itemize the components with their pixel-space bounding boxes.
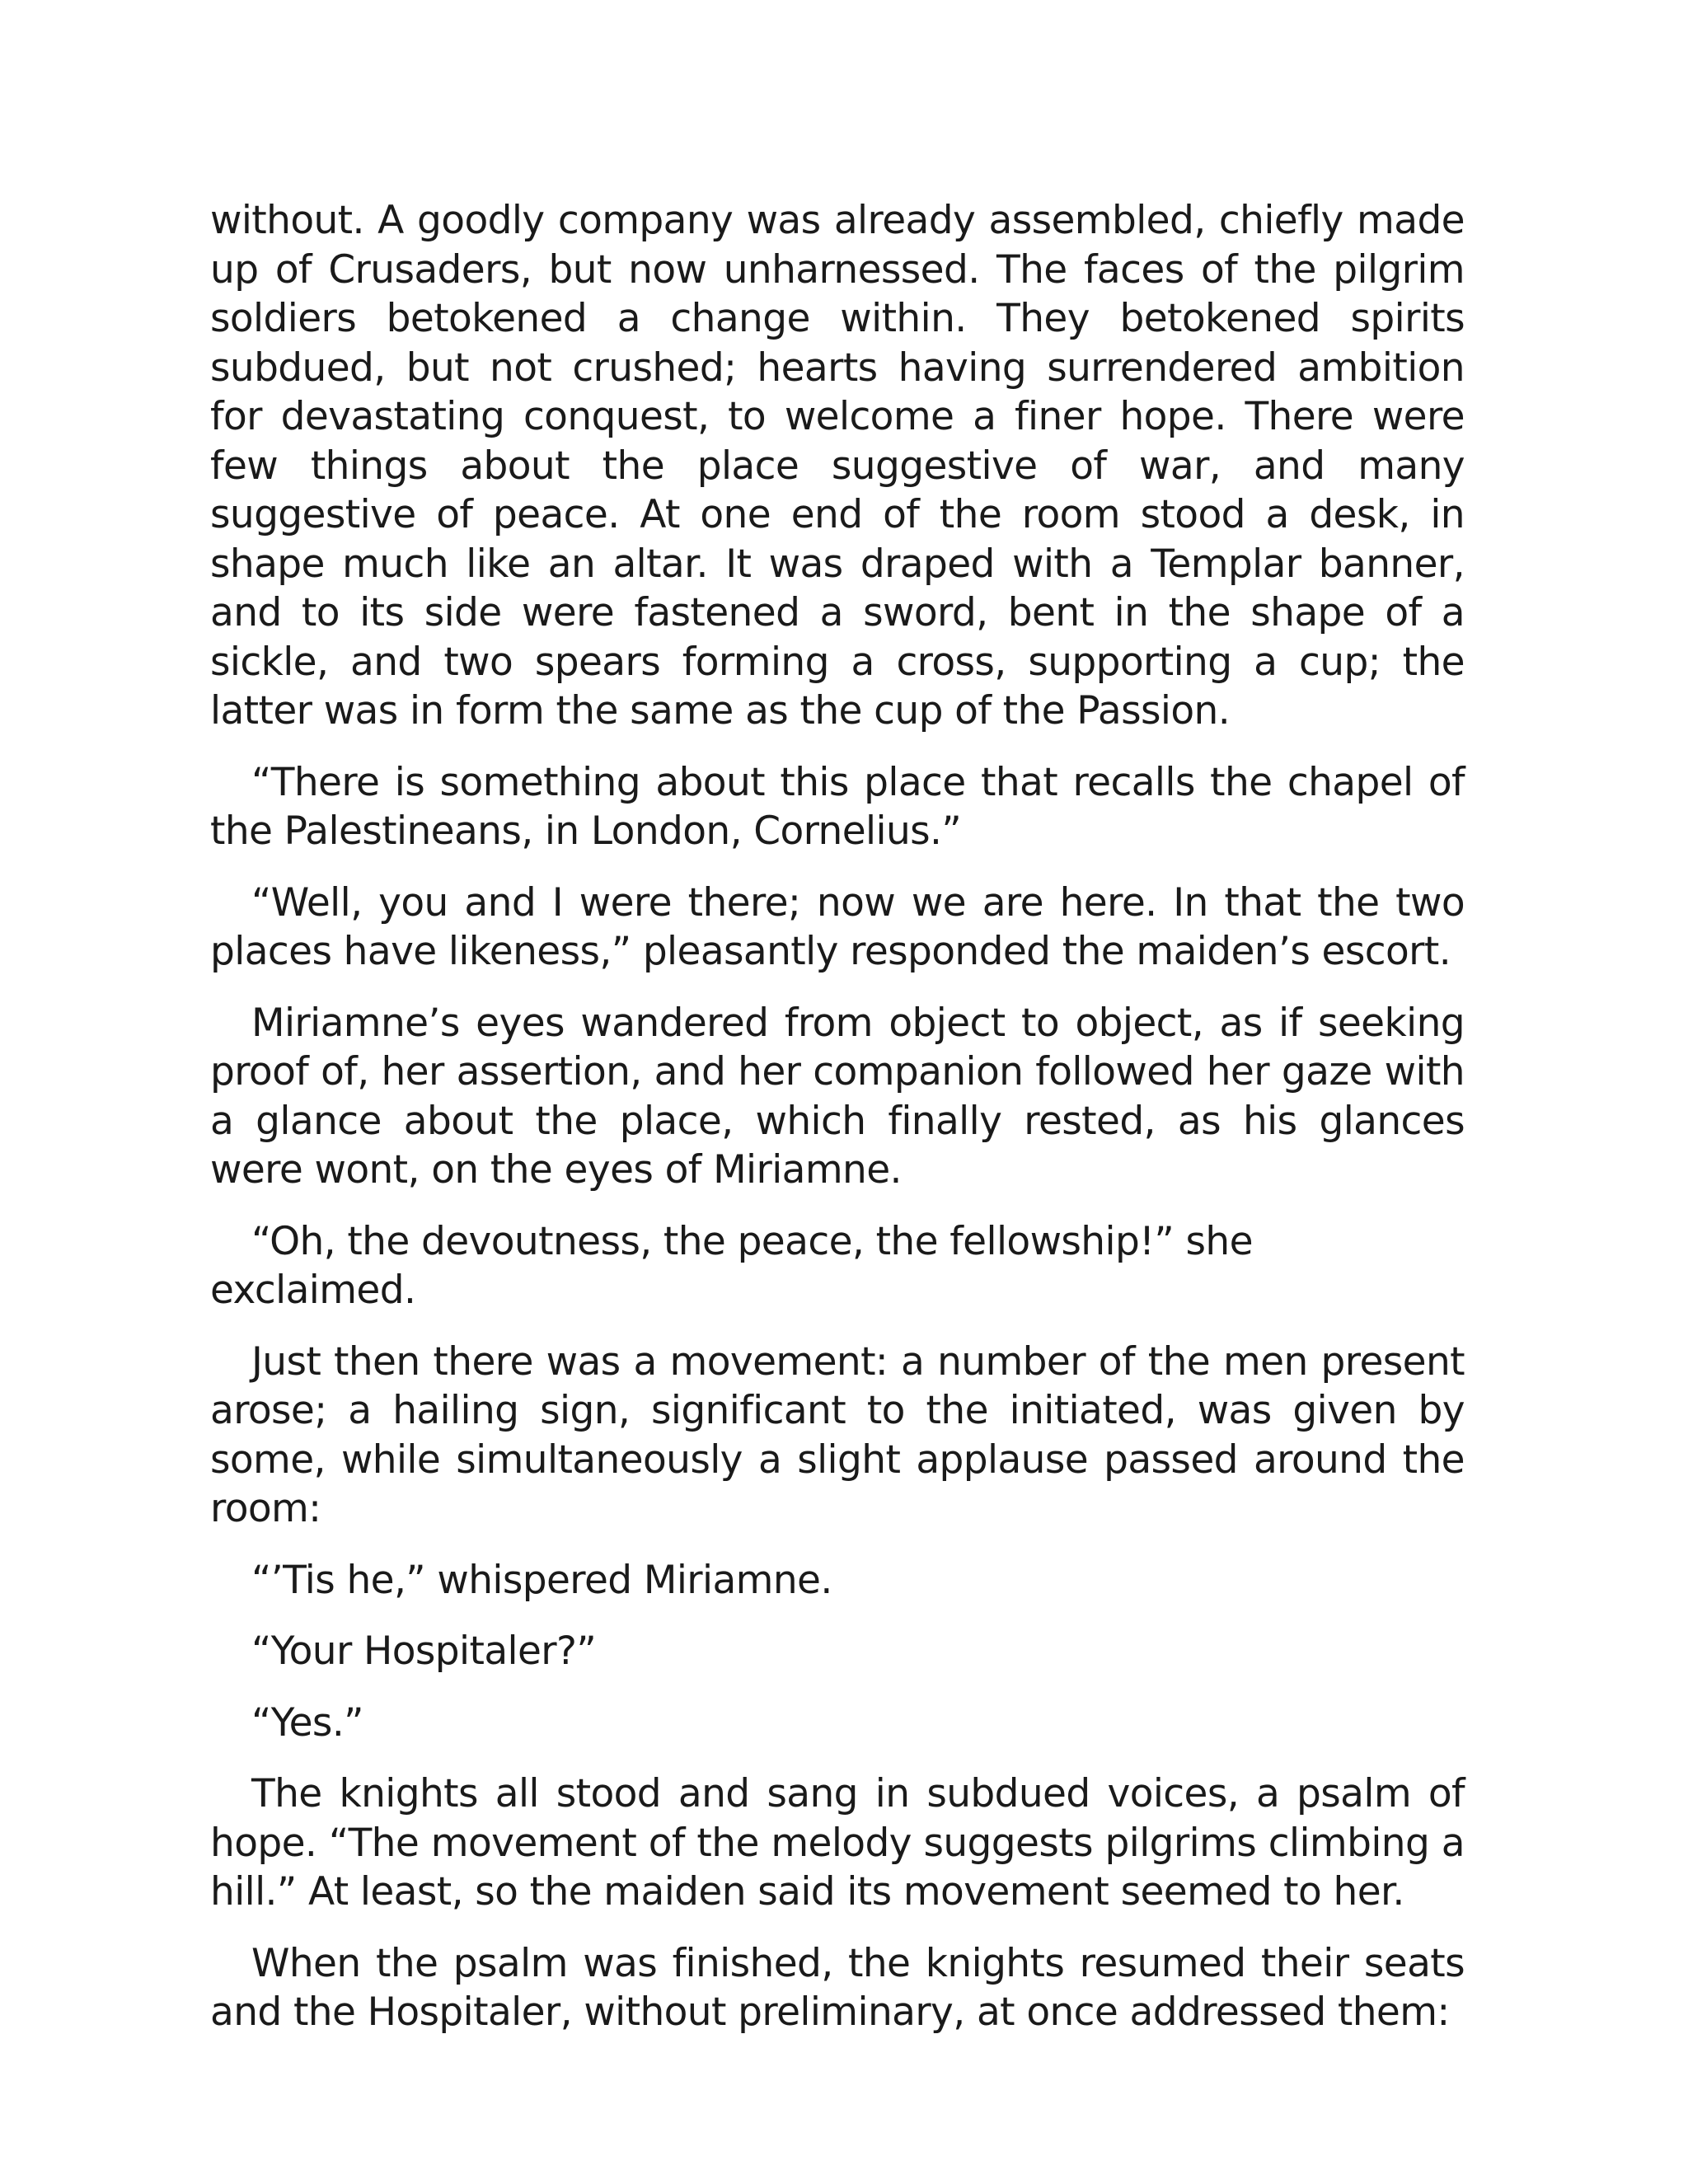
paragraph-8: “Your Hospitaler?”	[251, 1629, 597, 1674]
paragraph-1: without. A goodly company was already assembled, chiefly made up of Crusaders, but now unharnessed. The faces of the pilgrim soldiers betokened a change within. They betokened spirits subdued, but not crushed; hearts having surrendered ambition for devastating conquest, to welcome a finer hope. There were few things about the place suggestive of war, and many suggestive of peace. At one end of the room stood a desk, in shape much like an altar. It was draped with a Templar banner, and to its side were fastened a sword, bent in the shape of a sickle, and two spears forming a cross, supporting a cup; the latter was in form the same as the cup of the Passion.	[210, 198, 1465, 733]
paragraph-9: “Yes.”	[251, 1699, 363, 1746]
paragraph-2: “There is something about this place that recalls the chapel of the Palestineans, in London, Cornelius.”	[210, 759, 1465, 854]
paragraph-5: “Oh, the devoutness, the peace, the fellowship!” she exclaimed.	[210, 1218, 1253, 1313]
paragraph-7: “’Tis he,” whispered Miriamne.	[251, 1557, 832, 1603]
paragraph-4: Miriamne’s eyes wandered from object to object, as if seeking proof of, her assertion, and her companion followed her gaze with a glance about the place, which finally rested, as his glances were wont, on the eyes of Miriamne.	[210, 1000, 1465, 1193]
paragraph-11: When the psalm was finished, the knights resumed their seats and the Hospitaler, without preliminary, at once addressed them:	[210, 1940, 1465, 2035]
paragraph-6: Just then there was a movement: a number of the men present arose; a hailing sign, significant to the initiated, was given by some, while simultaneously a slight applause passed around the room:	[210, 1338, 1465, 1531]
paragraph-3: “Well, you and I were there; now we are here. In that the two places have likeness,” pleasantly responded the maiden’s escort.	[210, 879, 1465, 974]
page-body	[210, 196, 1465, 2060]
paragraph-10: The knights all stood and sang in subdued voices, a psalm of hope. “The movement of the melody suggests pilgrims climbing a hill.” At least, so the maiden said its movement seemed to her.	[210, 1771, 1465, 1915]
